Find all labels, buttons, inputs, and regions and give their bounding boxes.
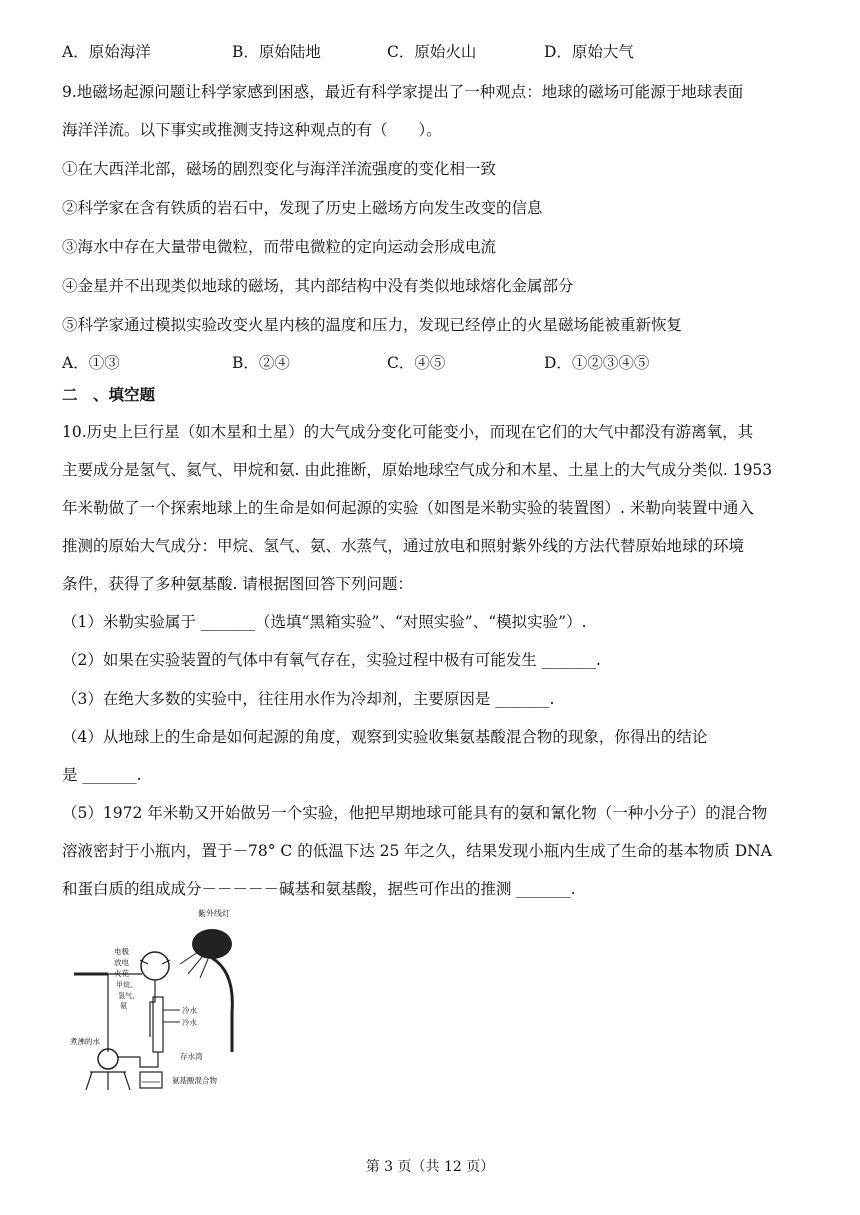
q9-stem-line-2: 海洋洋流。以下事实或推测支持这种观点的有（ ）。: [62, 121, 442, 139]
label-hydrogen: 氢气、: [118, 992, 139, 1000]
q9-statement-2: ②科学家在含有铁质的岩石中，发现了历史上磁场方向发生改变的信息: [62, 199, 543, 217]
label-amino-mixture: 氨基酸混合物: [172, 1076, 217, 1085]
q9-statement-1: ①在大西洋北部，磁场的剧烈变化与海洋洋流强度的变化相一致: [62, 160, 497, 178]
label-electrode: 电极: [114, 947, 129, 956]
q10-sub-1: （1）米勒实验属于 _______（选填“黑箱实验”、“对照实验”、“模拟实验”）.: [62, 613, 587, 631]
q9-statement-5: ⑤科学家通过模拟实验改变火星内核的温度和压力，发现已经停止的火星磁场能被重新恢复: [62, 316, 683, 334]
spark-flask: [141, 952, 169, 980]
q10-stem-line-2: 主要成分是氢气、氦气、甲烷和氨. 由此推断，原始地球空气成分和木星、土星上的大气成分类似. 1953: [62, 461, 773, 479]
label-ammonia: 氨: [120, 1002, 127, 1010]
q9-option-b: B．②④: [232, 354, 290, 372]
collector-beaker: [140, 1072, 162, 1088]
q10-sub-5-line-2: 溶液密封于小瓶内，置于－78° C 的低温下达 25 年之久，结果发现小瓶内生成了生命的基本物质 DNA: [62, 842, 772, 860]
section-title: 二 、填空题: [62, 386, 156, 404]
q10-stem-line-1: 10.历史上巨行星（如木星和土星）的大气成分变化可能变小，而现在它们的大气中都没有游离氧，其: [62, 423, 754, 441]
water-trap: [118, 1052, 158, 1067]
q10-sub-3: （3）在绝大多数的实验中，往往用水作为冷却剂，主要原因是 _______.: [62, 690, 555, 708]
q9-option-c: C．④⑤: [387, 354, 446, 372]
q10-sub-2: （2）如果在实验装置的气体中有氧气存在，实验过程中极有可能发生 _______.: [62, 651, 601, 669]
condenser: [153, 997, 163, 1052]
q8-option-c: C．原始火山: [387, 43, 477, 61]
uv-lamp-icon: [180, 929, 232, 1052]
miller-apparatus-figure: [70, 902, 245, 1090]
label-cold-water-2: 冷水: [182, 1018, 197, 1027]
q10-stem-line-4: 推测的原始大气成分：甲烷、氢气、氨、水蒸气，通过放电和照射紫外线的方法代替原始地球的环境: [62, 537, 745, 555]
label-uv-lamp: 紫外线灯: [198, 909, 230, 918]
label-methane: 甲烷、: [116, 981, 137, 989]
q10-sub-4-line-2: 是 _______.: [62, 766, 142, 784]
q10-stem-line-3: 年米勒做了一个探索地球上的生命是如何起源的实验（如图是米勒实验的装置图）. 米勒向装置中通入: [62, 499, 754, 517]
label-cold-water-1: 冷水: [182, 1006, 197, 1015]
q10-stem-line-5: 条件，获得了多种氨基酸. 请根据图回答下列问题：: [62, 575, 413, 593]
page-footer: 第 3 页（共 12 页）: [365, 1159, 495, 1175]
q8-option-b: B．原始陆地: [232, 43, 321, 61]
q10-sub-5-line-1: （5）1972 年米勒又开始做另一个实验，他把早期地球可能具有的氨和氰化物（一种小分子）的混合物: [62, 804, 768, 822]
q9-statement-3: ③海水中存在大量带电微粒，而带电微粒的定向运动会形成电流: [62, 238, 497, 256]
label-spark: 火花: [114, 969, 129, 978]
q8-option-a: A．原始海洋: [62, 43, 151, 61]
q9-statement-4: ④金星并不出现类似地球的磁场，其内部结构中没有类似地球熔化金属部分: [62, 277, 574, 295]
q8-option-d: D．原始大气: [544, 43, 634, 61]
label-boiling-water: 煮沸的水: [70, 1037, 100, 1046]
label-water-trap: 存水湾: [180, 1052, 203, 1061]
q9-option-a: A．①③: [62, 354, 120, 372]
q10-sub-4-line-1: （4）从地球上的生命是如何起源的角度，观察到实验收集氨基酸混合物的现象，你得出的结论: [62, 728, 708, 746]
label-discharge: 放电: [114, 958, 129, 967]
q9-option-d: D．①②③④⑤: [544, 354, 650, 372]
q10-sub-5-line-3: 和蛋白质的组成成分－－－－－碱基和氨基酸，据些可作出的推测 _______.: [62, 880, 576, 898]
q9-stem-line-1: 9.地磁场起源问题让科学家感到困惑，最近有科学家提出了一种观点：地球的磁场可能源于地球表面: [62, 83, 744, 101]
